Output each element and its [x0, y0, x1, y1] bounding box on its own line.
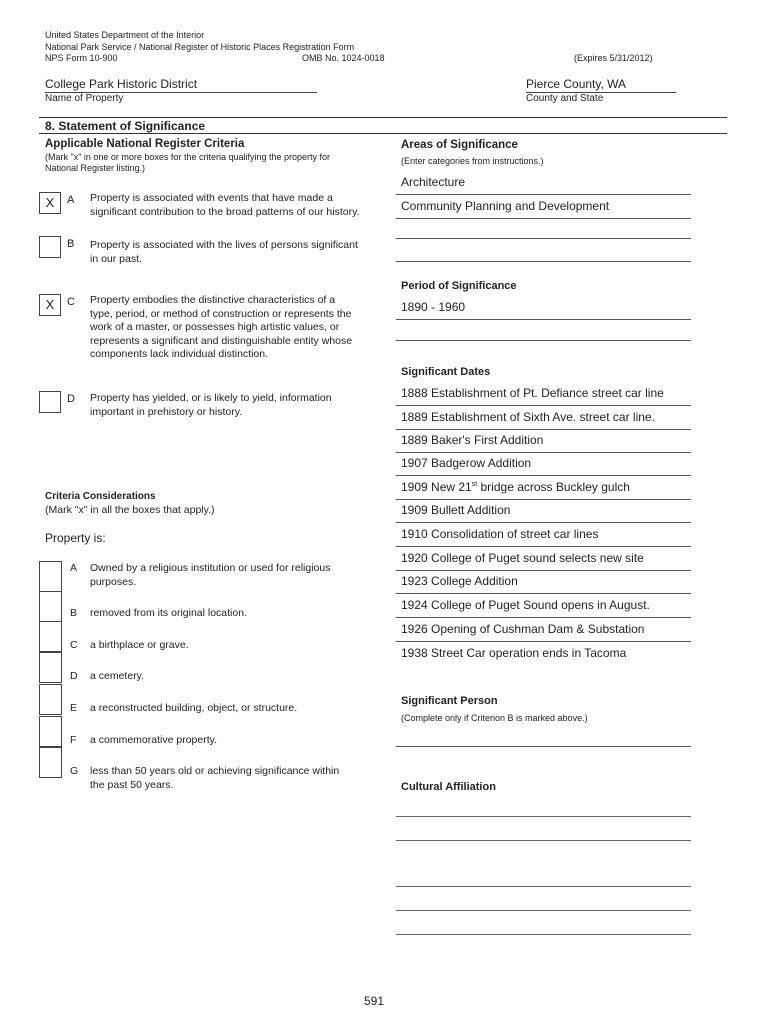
date-field-3[interactable] [396, 432, 691, 453]
expiry-date: (Expires 5/31/2012) [574, 53, 653, 63]
date-field-11[interactable] [396, 621, 691, 642]
criteria-heading: Applicable National Register Criteria [45, 138, 245, 150]
date-value-2: 1889 Establishment of Sixth Ave. street car line. [401, 410, 655, 424]
date-field-7[interactable] [396, 526, 691, 547]
cultural-field-4[interactable] [396, 910, 691, 911]
consideration-e-checkbox[interactable] [39, 684, 62, 715]
period-value-1: 1890 - 1960 [401, 300, 466, 314]
property-name-label: Name of Property [45, 93, 124, 104]
criterion-b-letter: B [67, 238, 75, 250]
criterion-d-letter: D [67, 393, 75, 405]
criterion-c-text: Property embodies the distinctive characteristics of a type, period, or method of construction or represents the work of a master, or possesses high artistic values, or represents a significant and distinguishable entity whose components lack individual distinction. [90, 294, 353, 361]
consideration-e-letter: E [70, 702, 78, 714]
date-value-11: 1926 Opening of Cushman Dam & Substation [401, 622, 645, 636]
service-name: National Park Service / National Register of Historic Places Registration Form [45, 42, 355, 52]
date-value-3: 1889 Baker's First Addition [401, 433, 544, 447]
consideration-b-text: removed from its original location. [90, 607, 247, 619]
date-value-5-prefix: 1909 New 21 [401, 480, 472, 494]
date-value-6: 1909 Bullett Addition [401, 503, 511, 517]
date-value-5-suffix: bridge across Buckley gulch [477, 480, 630, 494]
considerations-instruction: (Mark "x" in all the boxes that apply.) [45, 504, 215, 516]
date-field-4[interactable] [396, 455, 691, 476]
date-value-12: 1938 Street Car operation ends in Tacoma [401, 646, 627, 660]
cultural-field-1[interactable] [396, 816, 691, 817]
person-heading: Significant Person [401, 695, 498, 707]
period-field-1[interactable] [396, 299, 691, 320]
area-field-4[interactable] [396, 241, 691, 262]
area-field-3[interactable] [396, 218, 691, 239]
cultural-heading: Cultural Affiliation [401, 781, 496, 793]
cultural-field-5[interactable] [396, 934, 691, 935]
section-top-rule [39, 117, 727, 118]
consideration-f-letter: F [70, 734, 77, 746]
agency-name: United States Department of the Interior [45, 30, 205, 40]
county-state-label: County and State [526, 93, 604, 104]
period-field-2[interactable] [396, 320, 691, 341]
date-value-5-superscript: st [471, 481, 478, 488]
date-field-12[interactable] [396, 645, 691, 665]
consideration-f-text: a commemorative property. [90, 734, 218, 746]
person-field[interactable] [396, 746, 691, 747]
consideration-d-text: a cemetery. [90, 670, 145, 682]
date-value-4: 1907 Badgerow Addition [401, 456, 532, 470]
criterion-b-text: Property is associated with the lives of persons significant in our past. [90, 239, 358, 265]
consideration-b-letter: B [70, 607, 78, 619]
consideration-d-letter: D [70, 670, 78, 682]
consideration-a-text: Owned by a religious institution or used for religious purposes. [90, 562, 331, 588]
area-field-2[interactable] [396, 198, 691, 219]
area-value-1: Architecture [401, 175, 466, 189]
consideration-g-letter: G [70, 765, 79, 777]
criterion-a-text: Property is associated with events that have made a significant contribution to the broad patterns of our history. [90, 192, 360, 218]
criterion-c-letter: C [67, 296, 75, 308]
date-value-1: 1888 Establishment of Pt. Defiance street car line [401, 386, 664, 400]
date-field-8[interactable] [396, 550, 691, 571]
areas-heading: Areas of Significance [401, 139, 518, 151]
section-bottom-rule [39, 133, 727, 134]
date-value-10: 1924 College of Puget Sound opens in August. [401, 598, 650, 612]
date-field-6[interactable] [396, 502, 691, 523]
county-state: Pierce County, WA [526, 77, 676, 93]
page-number: 591 [364, 994, 385, 1008]
date-field-1[interactable] [396, 385, 691, 406]
section-title: 8. Statement of Significance [45, 119, 206, 133]
criterion-c-checkbox[interactable]: X [39, 294, 61, 316]
areas-instruction: (Enter categories from instructions.) [401, 156, 544, 166]
date-field-5[interactable] [396, 479, 691, 500]
dates-heading: Significant Dates [401, 366, 491, 378]
consideration-e-text: a reconstructed building, object, or structure. [90, 702, 298, 714]
period-heading: Period of Significance [401, 280, 517, 292]
consideration-f-checkbox[interactable] [39, 716, 62, 747]
date-field-10[interactable] [396, 597, 691, 618]
consideration-c-checkbox[interactable] [39, 621, 62, 652]
person-instruction: (Complete only if Criterion B is marked above.) [401, 713, 588, 723]
consideration-b-checkbox[interactable] [39, 591, 62, 622]
criterion-d-text: Property has yielded, or is likely to yield, information important in prehistory or history. [90, 392, 332, 418]
date-value-9: 1923 College Addition [401, 574, 518, 588]
criterion-a-checkbox[interactable]: X [39, 192, 61, 214]
date-field-2[interactable] [396, 409, 691, 430]
consideration-a-checkbox[interactable] [39, 561, 62, 592]
date-field-9[interactable] [396, 573, 691, 594]
area-value-2: Community Planning and Development [401, 199, 610, 213]
property-is-label: Property is: [45, 531, 106, 545]
date-value-5 [396, 480, 630, 494]
criterion-a-letter: A [67, 194, 75, 206]
consideration-c-text: a birthplace or grave. [90, 639, 189, 651]
date-value-8: 1920 College of Puget sound selects new site [401, 551, 644, 565]
cultural-field-3[interactable] [396, 886, 691, 887]
form-number: NPS Form 10-900 [45, 53, 118, 63]
property-name: College Park Historic District [45, 77, 317, 93]
consideration-g-checkbox[interactable] [39, 747, 62, 778]
criterion-b-checkbox[interactable] [39, 236, 61, 258]
cultural-field-2[interactable] [396, 840, 691, 841]
considerations-heading: Criteria Considerations [45, 491, 156, 502]
area-field-1[interactable] [396, 174, 691, 195]
date-value-7: 1910 Consolidation of street car lines [401, 527, 599, 541]
consideration-d-checkbox[interactable] [39, 652, 62, 683]
consideration-c-letter: C [70, 639, 78, 651]
criteria-instruction: (Mark "x" in one or more boxes for the criteria qualifying the property for National Register listing.) [45, 152, 331, 173]
criterion-d-checkbox[interactable] [39, 391, 61, 413]
omb-number: OMB No. 1024-0018 [302, 53, 385, 63]
consideration-a-letter: A [70, 562, 78, 574]
consideration-g-text: less than 50 years old or achieving significance within the past 50 years. [90, 765, 340, 791]
